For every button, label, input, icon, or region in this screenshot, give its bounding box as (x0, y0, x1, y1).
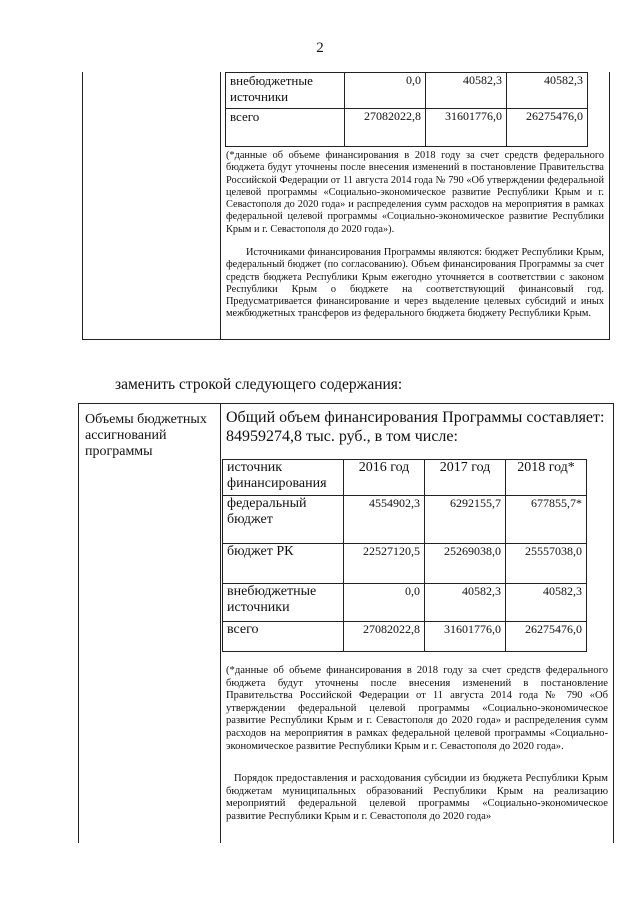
top-financing-table (225, 72, 588, 147)
table-row (223, 584, 587, 622)
column-header: 2018 год* (506, 460, 587, 496)
row-label: всего (223, 622, 344, 652)
column-header: 2017 год (425, 460, 506, 496)
replace-instruction: заменить строкой следующего содержания: (115, 376, 403, 393)
cell-value: 4554902,3 (344, 496, 425, 544)
cell-value: 26275476,0 (507, 109, 588, 147)
row-label: внебюджетные источники (223, 584, 344, 622)
row-label: внебюджетные источники (226, 73, 345, 109)
cell-value: 27082022,8 (345, 109, 426, 147)
cell-value: 0,0 (344, 584, 425, 622)
top-footnote: (*данные об объеме финансирования в 2018 году за счет средств федерального бюджета будут уточнены после внесения изменений в постановление Правительства Российской Федерации от 11 августа 2014 года № 790 «Об утверждении федеральной целевой программы «Социально-экономическое развитие Республики Крым и г. Севастополя до 2020 года» и распределения сумм расходов на мероприятия в рамках федеральной целевой программы «Социально-экономическое развитие Республики Крым и г. Севастополя до 2020 года»). (226, 150, 604, 235)
cell-value: 40582,3 (425, 584, 506, 622)
top-table-column-divider (220, 72, 221, 340)
subsidy-paragraph: Порядок предоставления и расходования субсидии из бюджета Республики Крым бюджетам муниципальных образований Республики Крым на реализацию мероприятий федеральной целевой программы «Социально-экономическое развитие Республики Крым и г. Севастополя до 2020 года» (226, 773, 608, 822)
cell-value: 40582,3 (426, 73, 507, 109)
cell-value: 22527120,5 (344, 544, 425, 584)
bottom-footnote: (*данные об объеме финансирования в 2018 году за счет средств федерального бюджета будут уточнены после внесения изменений в постановление Правительства Российской Федерации от 11 августа 2014 года № 790 «Об утверждении федеральной целевой программы «Социально-экономическое развитие Республики Крым и г. Севастополя до 2020 года» и распределения сумм расходов на мероприятия в рамках федеральной целевой программы «Социально-экономическое развитие Республики Крым и г. Севастополя до 2020 года». (226, 665, 608, 752)
table-row (226, 73, 588, 109)
budget-allocations-label: Объемы бюджетных ассигнований программы (85, 412, 207, 459)
cell-value: 31601776,0 (426, 109, 507, 147)
cell-value: 31601776,0 (425, 622, 506, 652)
table-row (223, 496, 587, 544)
cell-value: 25269038,0 (425, 544, 506, 584)
row-label: федеральный бюджет (223, 496, 344, 544)
cell-value: 25557038,0 (506, 544, 587, 584)
table-row (223, 544, 587, 584)
table-row (223, 622, 587, 652)
table-header-row (223, 460, 587, 496)
top-sources-paragraph: Источниками финансирования Программы являются: бюджет Республики Крым, федеральный бюджет (по согласованию). Объем финансирования Программы за счет средств бюджета Республики Крым ежегодно уточняется в соответствии с законом Республики Крым о бюджете на соответствующий финансовый год. Предусматривается финансирование и через выделение целевых субсидий и иных межбюджетных трансферов из федерального бюджета бюджету Республики Крым. (226, 247, 604, 320)
cell-value: 40582,3 (506, 584, 587, 622)
cell-value: 26275476,0 (506, 622, 587, 652)
cell-value: 40582,3 (507, 73, 588, 109)
cell-value: 27082022,8 (344, 622, 425, 652)
row-label: бюджет РК (223, 544, 344, 584)
row-label: всего (226, 109, 345, 147)
bottom-financing-table (222, 459, 587, 652)
column-header: источник финансирования (223, 460, 344, 496)
cell-value: 0,0 (345, 73, 426, 109)
table-row (226, 109, 588, 147)
bottom-table-column-divider (220, 403, 221, 843)
column-header: 2016 год (344, 460, 425, 496)
page-number: 2 (316, 40, 324, 56)
cell-value: 6292155,7 (425, 496, 506, 544)
total-financing-text: Общий объем финансирования Программы составляет: 84959274,8 тыс. руб., в том числе: (226, 409, 605, 445)
cell-value: 677855,7* (506, 496, 587, 544)
